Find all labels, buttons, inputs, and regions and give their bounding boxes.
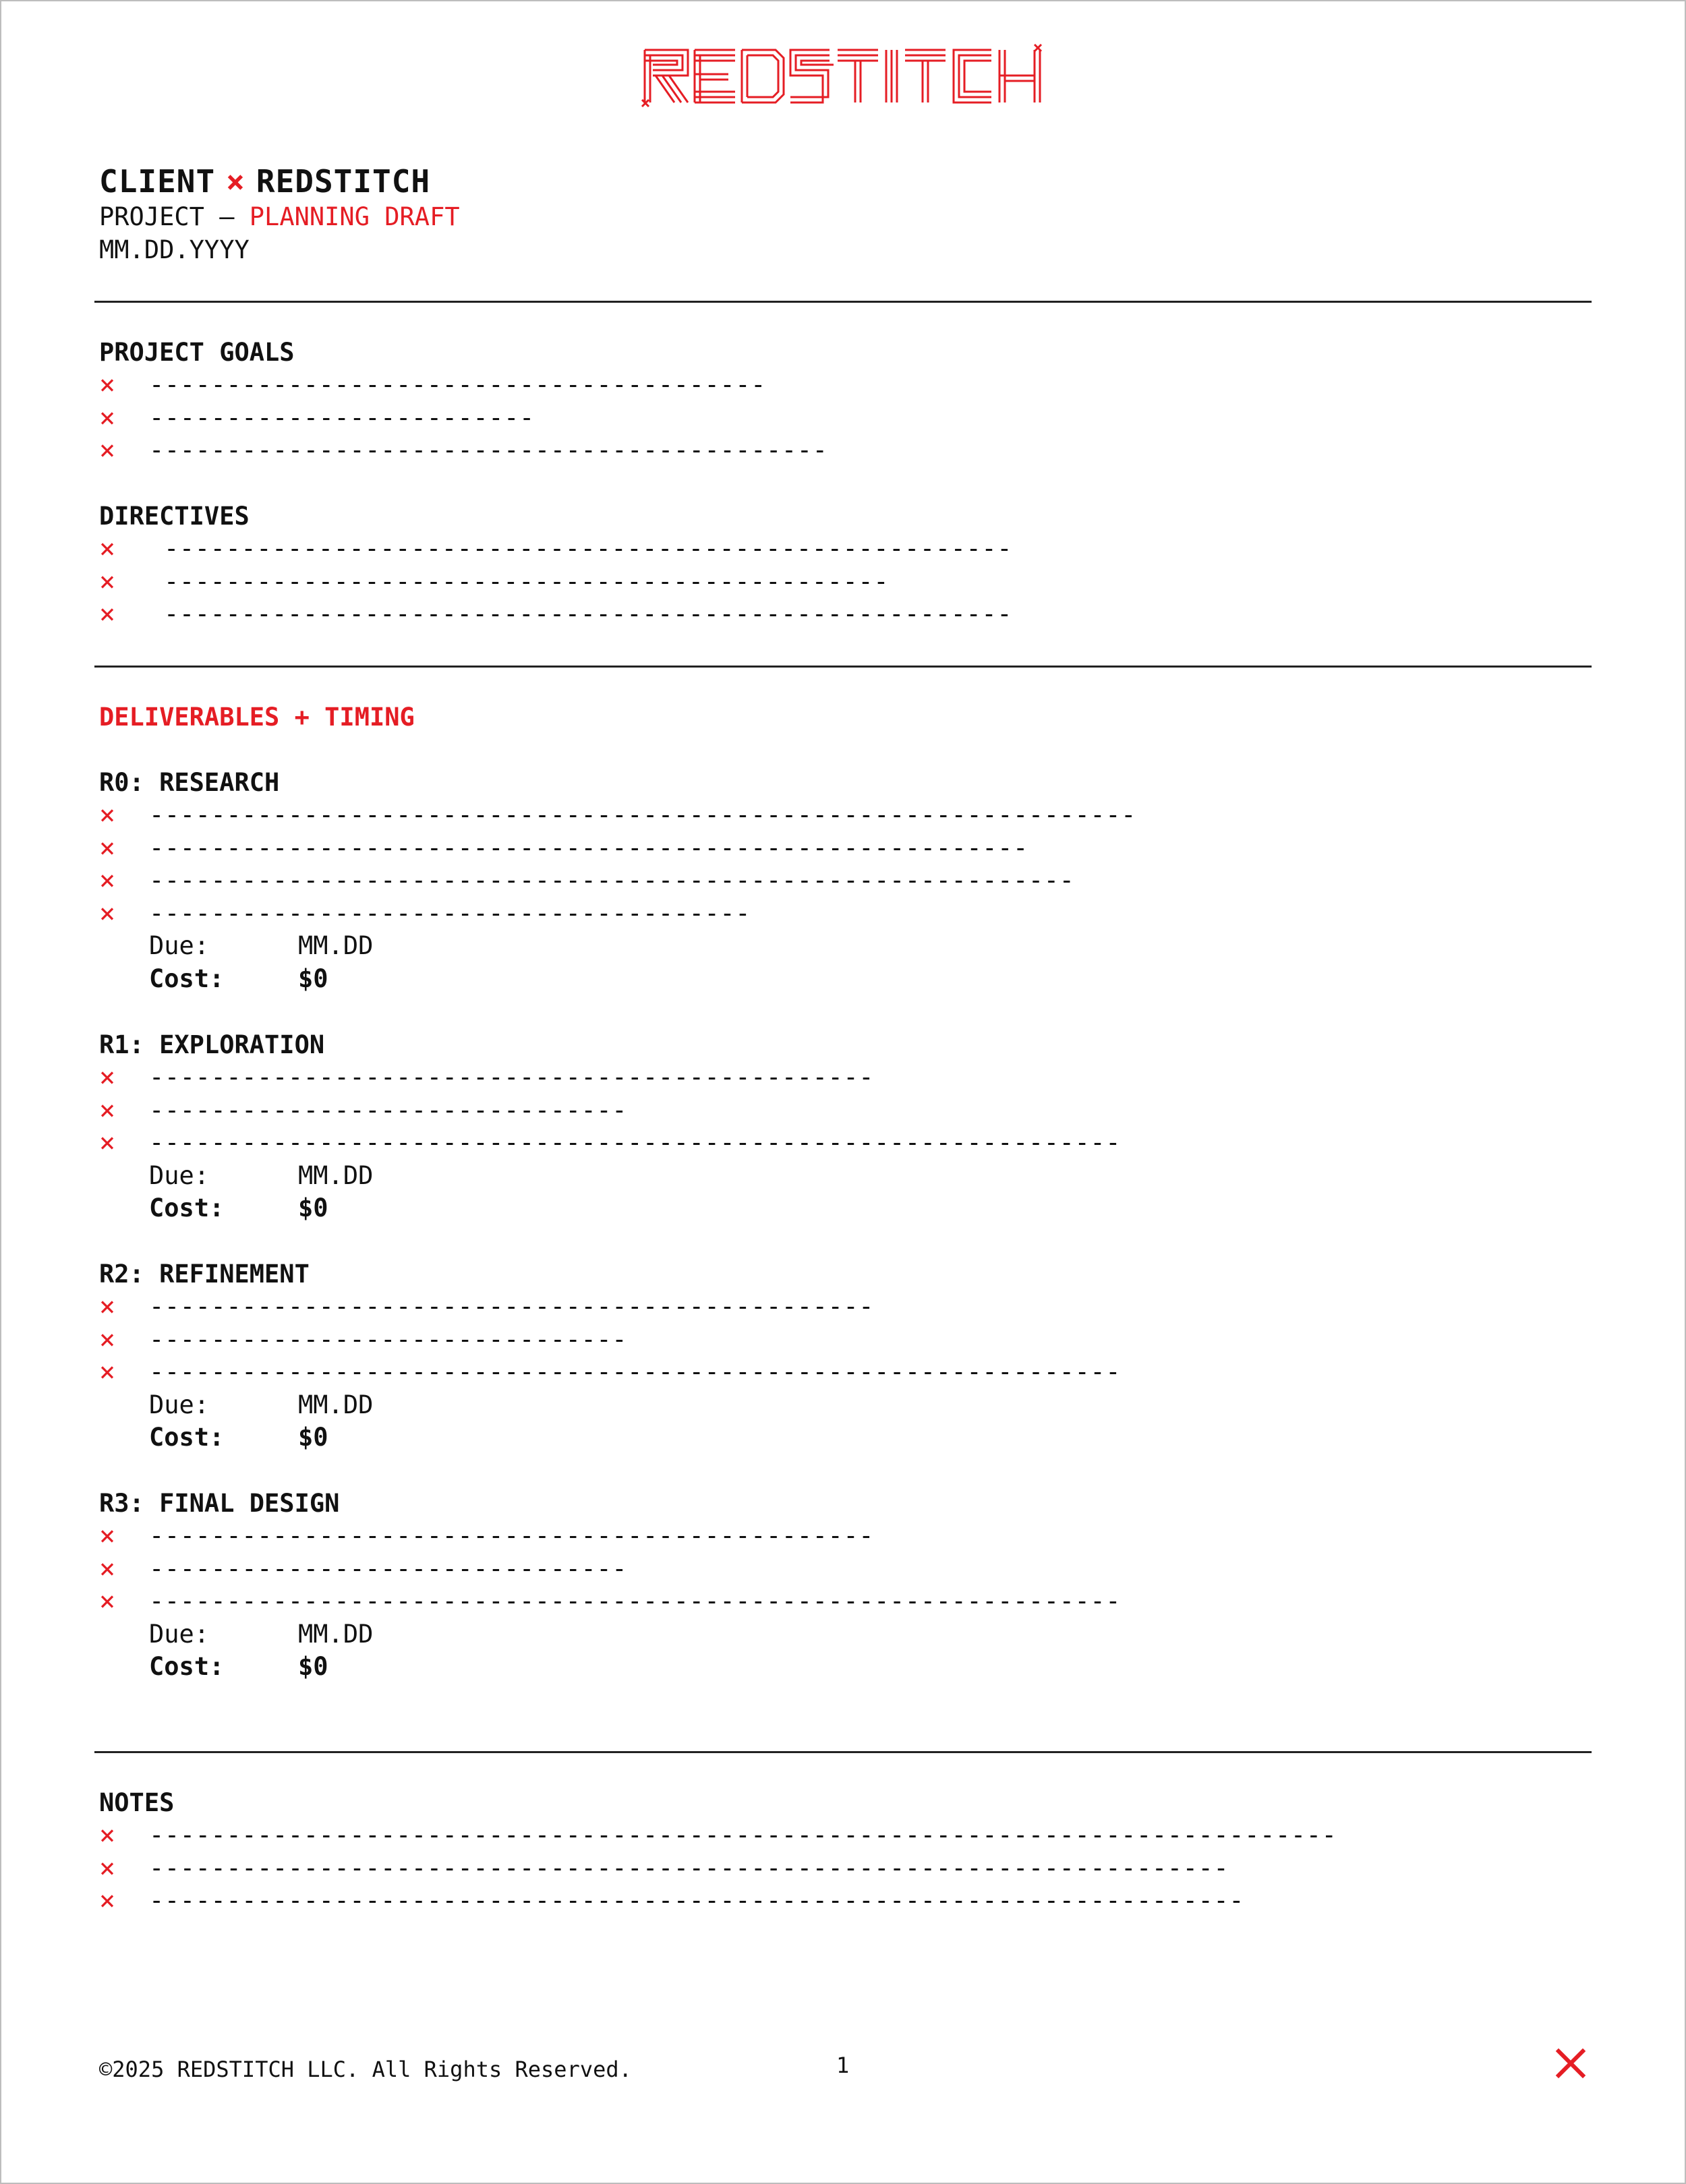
bullet-x-icon: × xyxy=(99,1852,116,1884)
list-item xyxy=(99,566,1583,599)
list-item xyxy=(99,598,1583,631)
list-item xyxy=(99,1852,1583,1885)
placeholder-line: ------------------------------------------------------- xyxy=(164,599,1013,628)
notes-section xyxy=(99,1787,1583,1918)
placeholder-line: ----------------------------------------------- xyxy=(164,566,890,596)
cost-row xyxy=(99,1192,1583,1225)
round-title: R0: RESEARCH xyxy=(99,768,280,797)
placeholder-line: ------------------------- xyxy=(149,403,535,432)
cost-value: $0 xyxy=(298,964,328,993)
cost-value: $0 xyxy=(298,1423,328,1452)
placeholder-line: ----------------------------------------------- xyxy=(149,1063,875,1092)
bullet-x-icon: × xyxy=(99,832,116,864)
bullet-x-icon: × xyxy=(99,1586,116,1617)
directives-section xyxy=(99,500,1583,631)
bullet-x-icon: × xyxy=(99,599,116,630)
bullet-x-icon: × xyxy=(99,1820,116,1851)
project-prefix: PROJECT — xyxy=(99,202,250,231)
placeholder-line: ---------------------------------------------------------------------- xyxy=(149,1853,1229,1883)
bullet-x-icon: × xyxy=(99,865,116,896)
bullet-x-icon: × xyxy=(99,1291,116,1322)
bullet-x-icon: × xyxy=(99,800,116,831)
placeholder-line: ----------------------------------------------- xyxy=(149,1292,875,1321)
list-item xyxy=(99,402,1583,435)
placeholder-line: ----------------------------------------------- xyxy=(149,1521,875,1550)
due-label: Due: xyxy=(149,1619,210,1649)
client-name: CLIENT xyxy=(99,163,216,200)
cost-label: Cost: xyxy=(149,1423,225,1452)
placeholder-line: -------------------------------------------- xyxy=(149,436,828,465)
round-r1 xyxy=(99,1029,1583,1225)
document-date: MM.DD.YYYY xyxy=(99,235,250,264)
due-row xyxy=(99,1618,1583,1651)
due-row xyxy=(99,1160,1583,1193)
placeholder-line: --------------------------------------------------------------- xyxy=(149,1587,1122,1616)
project-status: PLANNING DRAFT xyxy=(249,202,460,231)
bullet-x-icon: × xyxy=(99,1357,116,1388)
due-row xyxy=(99,1389,1583,1422)
due-label: Due: xyxy=(149,1390,210,1419)
placeholder-line: ----------------------------------------------------------------------------- xyxy=(149,1821,1337,1850)
due-label: Due: xyxy=(149,931,210,960)
round-title: R2: REFINEMENT xyxy=(99,1260,310,1289)
due-label: Due: xyxy=(149,1160,210,1190)
list-item xyxy=(99,1061,1583,1094)
list-item xyxy=(99,1819,1583,1852)
cost-row xyxy=(99,1651,1583,1684)
round-r3 xyxy=(99,1487,1583,1684)
list-item xyxy=(99,1324,1583,1357)
round-title: R3: FINAL DESIGN xyxy=(99,1489,340,1518)
project-line xyxy=(99,202,460,231)
bullet-x-icon: × xyxy=(99,1062,116,1093)
cost-row xyxy=(99,963,1583,996)
list-item xyxy=(99,799,1583,832)
bullet-x-icon: × xyxy=(99,1324,116,1355)
cost-label: Cost: xyxy=(149,1652,225,1681)
notes-heading: NOTES xyxy=(99,1788,175,1817)
bullet-x-icon: × xyxy=(99,435,116,466)
collab-x-icon: × xyxy=(226,163,245,200)
due-value: MM.DD xyxy=(298,931,374,960)
cost-label: Cost: xyxy=(149,964,225,993)
list-item xyxy=(99,832,1583,865)
list-item xyxy=(99,897,1583,931)
list-item xyxy=(99,369,1583,402)
list-item xyxy=(99,1356,1583,1389)
list-item xyxy=(99,1520,1583,1553)
list-item xyxy=(99,1291,1583,1324)
placeholder-line: ------------------------------- xyxy=(149,1324,628,1354)
due-row xyxy=(99,930,1583,963)
due-value: MM.DD xyxy=(298,1390,374,1419)
divider xyxy=(94,666,1592,668)
x-mark-icon xyxy=(1554,2047,1587,2079)
redstitch-logo xyxy=(641,43,1045,111)
bullet-x-icon: × xyxy=(99,402,116,434)
project-goals-section xyxy=(99,336,1583,467)
copyright-text: ©2025 REDSTITCH LLC. All Rights Reserved. xyxy=(99,2057,632,2082)
cost-value: $0 xyxy=(298,1193,328,1222)
bullet-x-icon: × xyxy=(99,370,116,401)
deliverables-section xyxy=(99,701,1583,734)
divider xyxy=(94,1751,1592,1753)
placeholder-line: ---------------------------------------------------------------- xyxy=(149,800,1137,829)
list-item xyxy=(99,1585,1583,1618)
list-item xyxy=(99,434,1583,467)
cost-row xyxy=(99,1421,1583,1454)
cost-label: Cost: xyxy=(149,1193,225,1222)
list-item xyxy=(99,533,1583,566)
list-item xyxy=(99,1885,1583,1918)
placeholder-line: --------------------------------------------------------------- xyxy=(149,1357,1122,1386)
bullet-x-icon: × xyxy=(99,1521,116,1552)
due-value: MM.DD xyxy=(298,1160,374,1190)
placeholder-line: ------------------------------- xyxy=(149,1095,628,1125)
list-item xyxy=(99,1094,1583,1127)
company-name: REDSTITCH xyxy=(256,163,431,200)
placeholder-line: ----------------------------------------------------------------------- xyxy=(149,1886,1245,1915)
round-r2 xyxy=(99,1258,1583,1454)
directives-heading: DIRECTIVES xyxy=(99,502,250,531)
placeholder-line: --------------------------------------------------------- xyxy=(149,833,1028,862)
placeholder-line: ------------------------------------------------------------ xyxy=(149,866,1075,895)
bullet-x-icon: × xyxy=(99,1094,116,1126)
placeholder-line: ------------------------------- xyxy=(149,1554,628,1583)
placeholder-line: ---------------------------------------- xyxy=(149,370,767,399)
bullet-x-icon: × xyxy=(99,1127,116,1158)
bullet-x-icon: × xyxy=(99,1885,116,1916)
bullet-x-icon: × xyxy=(99,897,116,929)
bullet-x-icon: × xyxy=(99,1553,116,1585)
document-title xyxy=(99,163,430,200)
deliverables-heading: DELIVERABLES + TIMING xyxy=(99,703,415,732)
bullet-x-icon: × xyxy=(99,533,116,564)
project-goals-heading: PROJECT GOALS xyxy=(99,338,295,367)
page-number: 1 xyxy=(836,2053,850,2078)
bullet-x-icon: × xyxy=(99,566,116,597)
due-value: MM.DD xyxy=(298,1619,374,1649)
list-item xyxy=(99,1127,1583,1160)
list-item xyxy=(99,1553,1583,1586)
placeholder-line: ------------------------------------------------------- xyxy=(164,534,1013,563)
list-item xyxy=(99,864,1583,897)
placeholder-line: --------------------------------------------------------------- xyxy=(149,1128,1122,1157)
round-r0 xyxy=(99,767,1583,995)
cost-value: $0 xyxy=(298,1652,328,1681)
divider xyxy=(94,301,1592,303)
placeholder-line: --------------------------------------- xyxy=(149,898,751,928)
round-title: R1: EXPLORATION xyxy=(99,1030,325,1059)
